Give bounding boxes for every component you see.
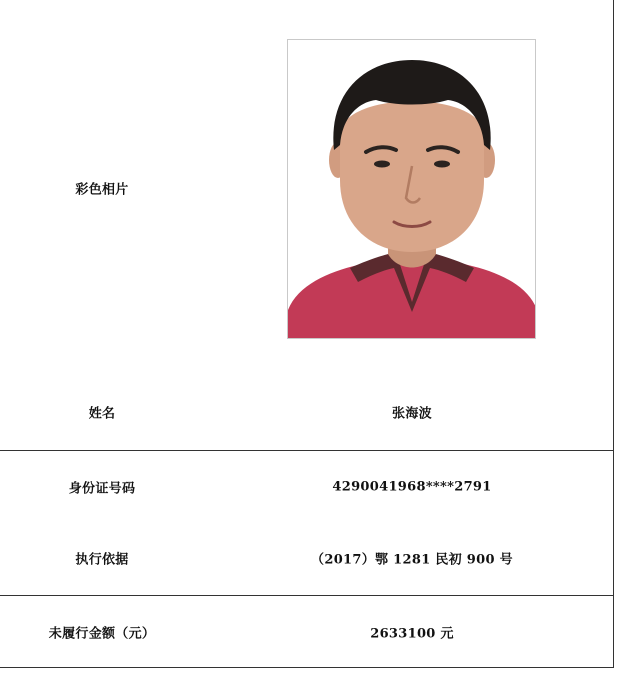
id-value: 4290041968****2791 [332, 479, 492, 495]
id-basis-row [0, 450, 614, 595]
name-label: 姓名 [88, 406, 116, 422]
id-label: 身份证号码 [68, 481, 136, 497]
amount-row [0, 595, 614, 668]
amount-label: 未履行金额（元） [48, 626, 156, 642]
portrait-image [288, 40, 536, 339]
amount-value: 2633100 元 [370, 626, 454, 642]
portrait-photo [287, 39, 536, 339]
basis-value: （2017）鄂 1281 民初 900 号 [311, 552, 513, 568]
basis-label: 执行依据 [75, 552, 129, 568]
name-value: 张海波 [392, 406, 432, 422]
photo-label: 彩色相片 [75, 182, 129, 198]
